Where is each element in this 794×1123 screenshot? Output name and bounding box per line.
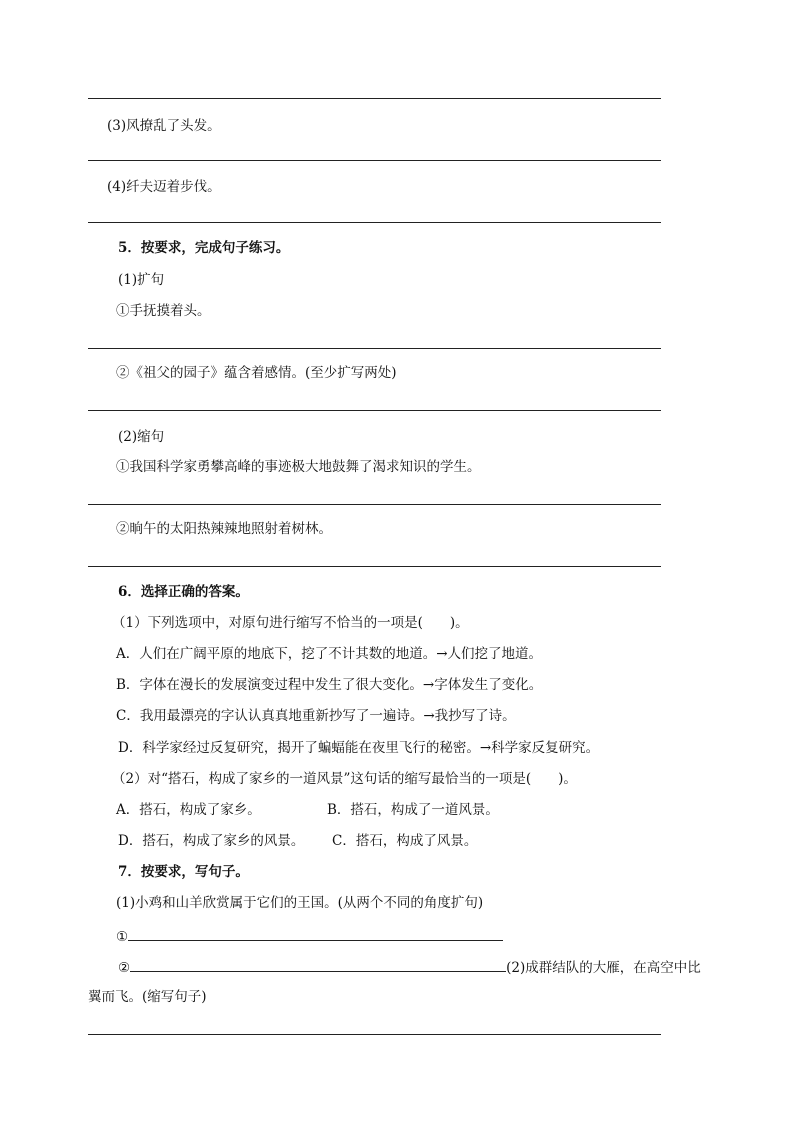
q7-blank-2-row — [118, 957, 701, 977]
answer-line — [88, 504, 661, 505]
q6-sub1-option-c: C．我用最漂亮的字认认真真地重新抄写了一遍诗。→我抄写了诗。 — [116, 708, 516, 724]
q7-heading: 7．按要求，写句子。 — [118, 864, 249, 880]
q5-expand-label: (1)扩句 — [118, 272, 165, 288]
q4-item-4: (4)纤夫迈着步伐。 — [107, 179, 221, 195]
answer-line — [88, 160, 661, 161]
q7-blank-2-label: ② — [118, 960, 131, 976]
q6-heading: 6．选择正确的答案。 — [118, 584, 249, 600]
q5-expand-2: ②《祖父的园子》蕴含着感情。(至少扩写两处) — [116, 365, 397, 381]
q6-sub1-option-d: D．科学家经过反复研究，揭开了蝙蝠能在夜里飞行的秘密。→科学家反复研究。 — [118, 740, 600, 756]
q5-shrink-label: (2)缩句 — [118, 429, 165, 445]
q6-sub2-prompt: （2）对“搭石，构成了家乡的一道风景”这句话的缩写最恰当的一项是( )。 — [112, 771, 577, 787]
q5-heading: 5．按要求，完成句子练习。 — [118, 240, 290, 256]
q6-sub2-option-a: A．搭石，构成了家乡。 — [116, 802, 261, 818]
q7-sub2-end: 翼而飞。(缩写句子) — [88, 989, 207, 1005]
blank-underline — [128, 926, 503, 941]
q6-sub2-option-b: B．搭石，构成了一道风景。 — [327, 802, 499, 818]
q4-item-3: (3)风撩乱了头发。 — [107, 118, 221, 134]
q6-sub1-option-a: A．人们在广阔平原的地底下，挖了不计其数的地道。→人们挖了地道。 — [116, 646, 543, 662]
answer-line — [88, 348, 661, 349]
answer-line — [88, 410, 661, 411]
q5-expand-1: ①手抚摸着头。 — [116, 303, 211, 319]
answer-line — [88, 1034, 661, 1035]
answer-line — [88, 566, 661, 567]
q5-shrink-1: ①我国科学家勇攀高峰的事迹极大地鼓舞了渴求知识的学生。 — [116, 459, 481, 475]
q6-sub2-option-d: D．搭石，构成了家乡的风景。 — [118, 833, 305, 849]
q6-sub1-prompt: （1）下列选项中，对原句进行缩写不恰当的一项是( )。 — [112, 615, 469, 631]
q7-sub1-prompt: (1)小鸡和山羊欣赏属于它们的王国。(从两个不同的角度扩句) — [116, 895, 484, 911]
q7-sub2-start: (2)成群结队的大雁，在高空中比 — [506, 960, 701, 976]
answer-line — [88, 222, 661, 223]
q7-blank-1-label: ① — [116, 929, 129, 945]
answer-line — [88, 98, 661, 99]
q5-shrink-2: ②晌午的太阳热辣辣地照射着树林。 — [116, 521, 332, 537]
blank-underline — [130, 957, 506, 972]
q6-sub2-option-c: C．搭石，构成了风景。 — [332, 833, 478, 849]
q7-blank-1 — [116, 926, 503, 946]
q6-sub1-option-b: B．字体在漫长的发展演变过程中发生了很大变化。→字体发生了变化。 — [116, 677, 543, 693]
